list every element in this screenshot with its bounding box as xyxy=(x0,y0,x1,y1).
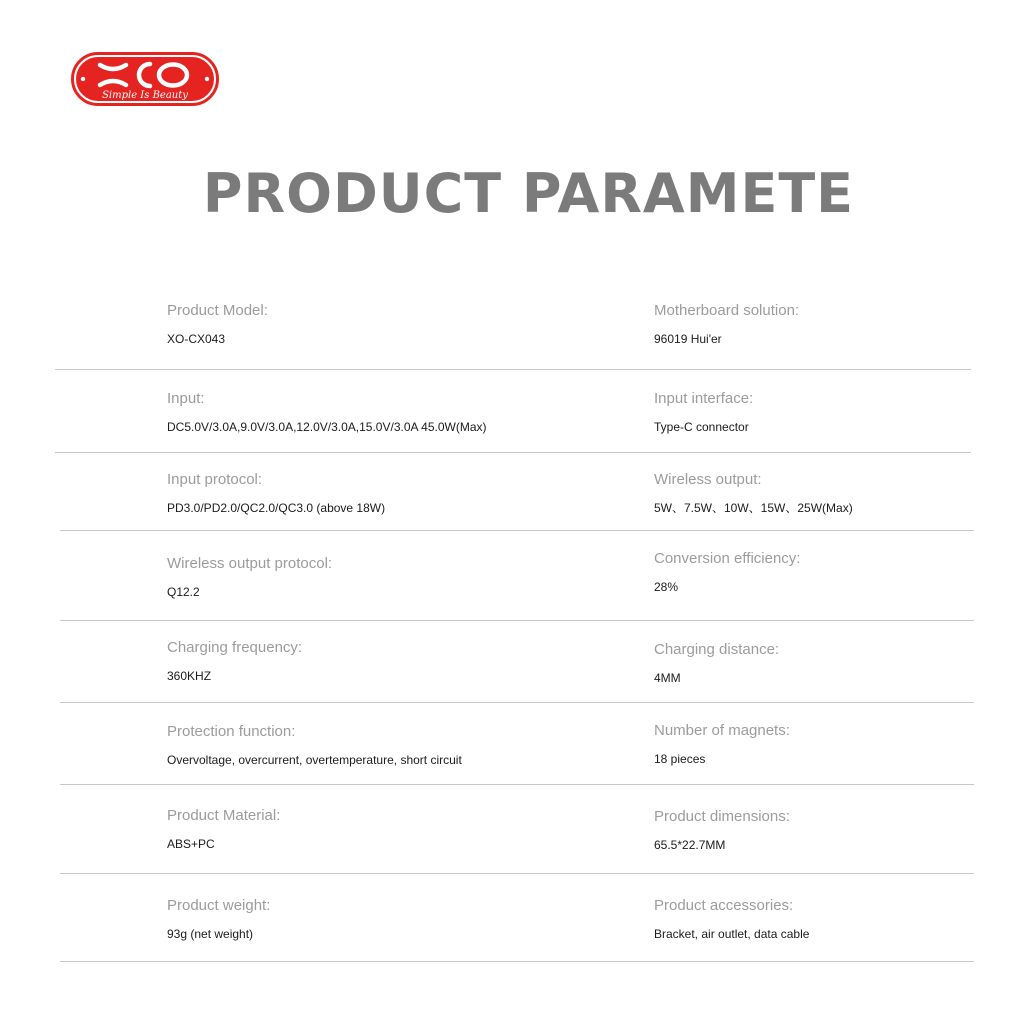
spec-product-accessories xyxy=(654,896,994,942)
spec-value: 96019 Hui'er xyxy=(654,332,722,346)
spec-label: Product dimensions: xyxy=(654,808,790,825)
spec-product-dimensions xyxy=(654,807,994,853)
spec-value: 18 pieces xyxy=(654,752,706,766)
spec-value: 93g (net weight) xyxy=(167,927,254,941)
spec-label: Conversion efficiency: xyxy=(654,550,801,567)
spec-motherboard-solution xyxy=(654,301,994,347)
spec-wireless-output xyxy=(654,470,994,516)
brand-tagline: Simple Is Beauty xyxy=(102,90,188,101)
spec-label: Input interface: xyxy=(654,390,754,407)
spec-charging-frequency xyxy=(167,638,507,684)
spec-label: Motherboard solution: xyxy=(654,302,800,319)
row-divider xyxy=(60,620,974,621)
spec-input-protocol xyxy=(167,470,507,516)
row-divider xyxy=(60,702,974,703)
spec-value: 28% xyxy=(654,580,679,594)
spec-product-weight xyxy=(167,896,507,942)
spec-conversion-efficiency xyxy=(654,549,994,595)
spec-charging-distance xyxy=(654,640,994,686)
spec-input xyxy=(167,389,507,435)
spec-value: 65.5*22.7MM xyxy=(654,838,726,852)
spec-value: Type-C connector xyxy=(654,420,749,434)
spec-value: DC5.0V/3.0A,9.0V/3.0A,12.0V/3.0A,15.0V/3.0A 45.0W(Max) xyxy=(167,420,487,434)
xo-logo-icon xyxy=(70,51,220,107)
spec-product-model xyxy=(167,301,507,347)
spec-label: Number of magnets: xyxy=(654,722,790,739)
spec-value: ABS+PC xyxy=(167,837,215,851)
spec-value: PD3.0/PD2.0/QC2.0/QC3.0 (above 18W) xyxy=(167,501,386,515)
spec-label: Product Model: xyxy=(167,302,268,319)
row-divider xyxy=(60,961,974,962)
spec-label: Charging distance: xyxy=(654,641,780,658)
spec-value: 360KHZ xyxy=(167,669,212,683)
row-divider xyxy=(60,873,974,874)
spec-label: Input: xyxy=(167,390,205,407)
row-divider xyxy=(55,369,971,370)
spec-number-of-magnets xyxy=(654,721,994,767)
spec-label: Product weight: xyxy=(167,897,271,914)
spec-value: XO-CX043 xyxy=(167,332,226,346)
spec-label: Charging frequency: xyxy=(167,639,303,656)
spec-value: 5W、7.5W、10W、15W、25W(Max) xyxy=(654,501,853,515)
spec-value: Q12.2 xyxy=(167,585,200,599)
spec-product-material xyxy=(167,806,507,852)
spec-input-interface xyxy=(654,389,994,435)
spec-protection-function xyxy=(167,722,507,768)
brand-logo xyxy=(70,51,220,107)
spec-value: Overvoltage, overcurrent, overtemperature, short circuit xyxy=(167,753,462,767)
row-divider xyxy=(60,784,974,785)
page-title: PRODUCT PARAMETE xyxy=(202,162,855,225)
spec-label: Protection function: xyxy=(167,723,296,740)
row-divider xyxy=(60,530,974,531)
spec-label: Input protocol: xyxy=(167,471,263,488)
spec-label: Product accessories: xyxy=(654,897,794,914)
spec-wireless-output-protocol xyxy=(167,554,507,600)
spec-label: Product Material: xyxy=(167,807,281,824)
spec-value: 4MM xyxy=(654,671,681,685)
row-divider xyxy=(55,452,971,453)
spec-label: Wireless output: xyxy=(654,471,762,488)
spec-label: Wireless output protocol: xyxy=(167,555,333,572)
spec-value: Bracket, air outlet, data cable xyxy=(654,927,810,941)
